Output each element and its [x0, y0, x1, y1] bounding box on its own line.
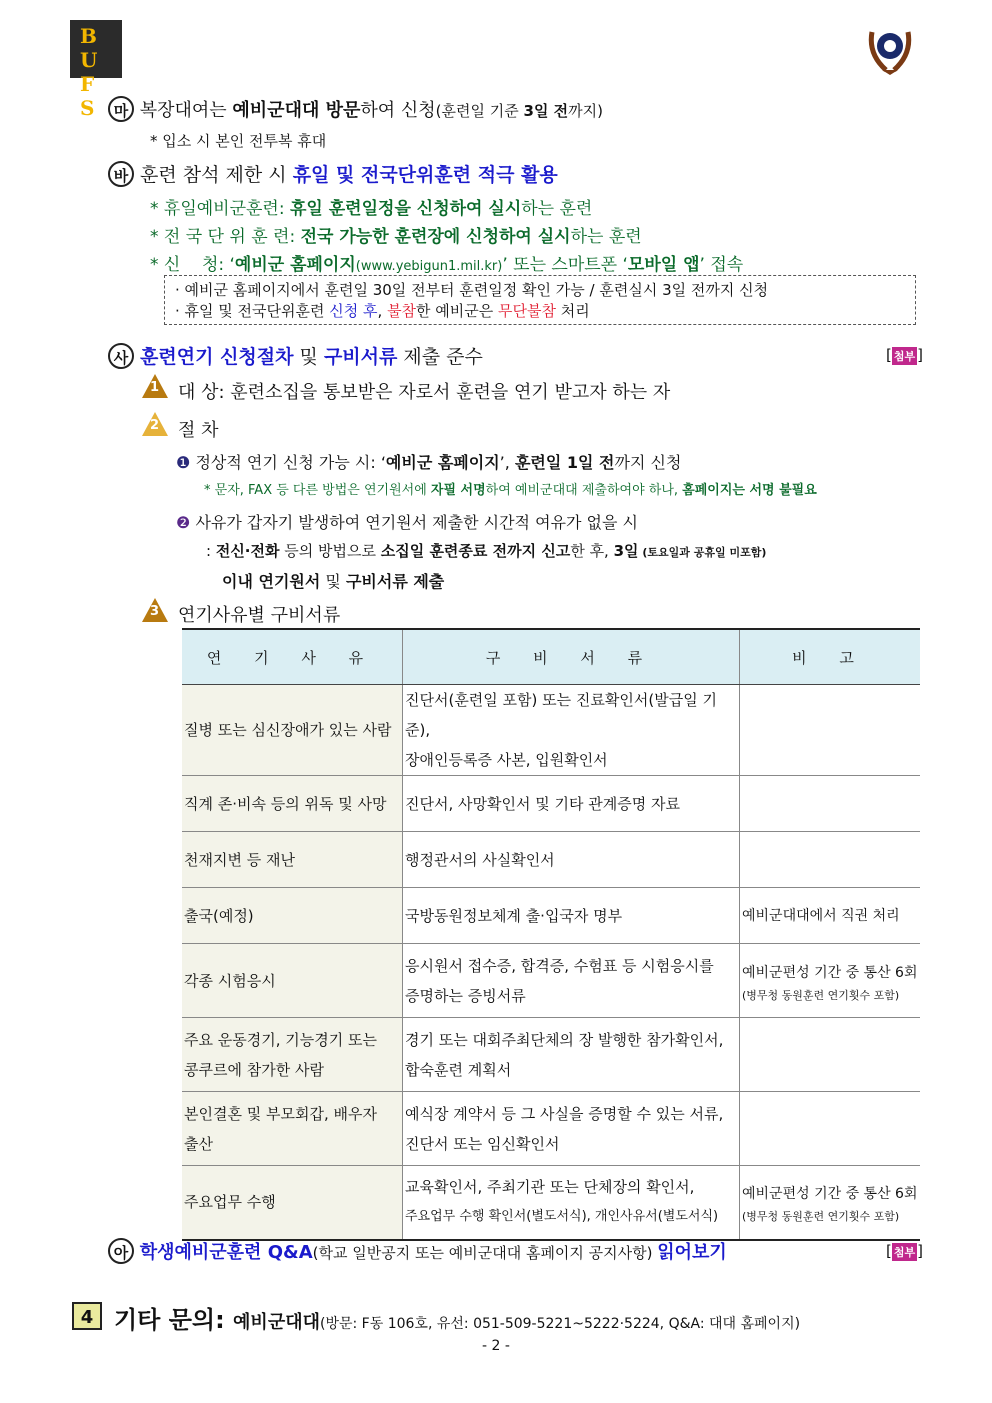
- cell-docs: [403, 944, 740, 1018]
- ba-item2-label: * 전 국 단 위 훈 련:: [150, 227, 301, 247]
- ba-item2-bold: 전국 가능한 훈련장에 신청하여 실시: [300, 227, 571, 247]
- proc1-note-a: * 문자, FAX 등 다른 방법은 연기원서에: [204, 483, 431, 498]
- proc1-a: 정상적 연기 신청 가능 시: ‘: [195, 453, 386, 472]
- ba-item3-tail: ’ 접속: [699, 255, 744, 275]
- section-4-title: 기타 문의:: [114, 1306, 234, 1334]
- table-row: [182, 832, 920, 888]
- cell-docs: [403, 1092, 740, 1166]
- section-ma: [108, 96, 603, 122]
- box2-d: 불참: [387, 302, 417, 320]
- cell-note: [740, 1092, 921, 1166]
- ma-text-4: (훈련일 기준: [435, 102, 524, 120]
- procedure-2: [176, 510, 638, 533]
- procedure-1-note: [204, 479, 817, 498]
- table-row: [182, 685, 920, 776]
- docs-line: 교육확인서, 주최기관 또는 단체장의 확인서,: [405, 1178, 695, 1197]
- cell-reason: 질병 또는 심신장애가 있는 사람: [182, 685, 403, 776]
- cell-note: [740, 685, 921, 776]
- ma-text-1: 복장대여는: [139, 100, 233, 121]
- p2l1-g: (토요일과 공휴일 미포함): [638, 546, 767, 559]
- reason-line: 콩쿠르에 참가한 사람: [184, 1060, 324, 1079]
- ma-text-3: 하여 신청: [360, 100, 436, 121]
- p2l2-a: 이내 연기원서: [222, 572, 321, 591]
- section-4-info: (방문: F동 106호, 유선: 051-509-5221~5222·5224, Q&A: 대대 홈페이지): [320, 1316, 801, 1332]
- cell-reason: 주요업무 수행: [182, 1166, 403, 1240]
- cell-docs: [403, 685, 740, 776]
- procedure-2-line1: [206, 540, 766, 561]
- ba-box-line1: · 예비군 홈페이지에서 훈련일 30일 전부터 훈련일정 확인 가능 / 훈련실시 3일 전까지 신청: [175, 281, 769, 299]
- step-1-text: 대 상: 훈련소집을 통보받은 자로서 훈련을 연기 받고자 하는 자: [178, 382, 671, 403]
- a-text-1: 학생예비군훈련 Q&A: [139, 1242, 313, 1263]
- section-4-number: 4: [72, 1302, 102, 1330]
- a-tag-label: 첨부: [892, 1243, 917, 1261]
- note-line: 예비군편성 기간 중 통산 6회: [742, 1186, 918, 1203]
- proc1-b: 예비군 홈페이지: [385, 453, 500, 472]
- p2l1-c: 등의 방법으로: [279, 542, 381, 560]
- proc1-note-d: 홈페이지는 서명 불필요: [682, 483, 817, 498]
- cell-docs: 진단서, 사망확인서 및 기타 관계증명 자료: [403, 776, 740, 832]
- sa-tag-label: 첨부: [892, 347, 917, 365]
- ba-item1-tail: 하는 훈련: [521, 199, 593, 219]
- docs-line: 경기 또는 대회주최단체의 장 발행한 참가확인서,: [405, 1030, 724, 1049]
- ba-info-box: [164, 275, 916, 325]
- ba-item3-label: * 신 청: ‘: [150, 255, 235, 275]
- ba-item-1: [150, 194, 592, 219]
- ba-text-2: 휴일 및 전국단위훈련 적극 활용: [292, 164, 558, 186]
- reason-line: 주요 운동경기, 기능경기 또는: [184, 1030, 377, 1049]
- proc1-note-b: 자필 서명: [430, 483, 486, 498]
- p2l2-b: 및: [320, 572, 346, 591]
- cell-reason: [182, 1092, 403, 1166]
- step-2-text: 절 차: [178, 420, 219, 441]
- cell-note: 예비군대대에서 직권 처리: [740, 888, 921, 944]
- p2l2-c: 구비서류 제출: [345, 572, 445, 591]
- cell-docs: 국방동원정보체계 출·입국자 명부: [403, 888, 740, 944]
- deferral-documents-table: [182, 628, 920, 1241]
- table-header-row: [182, 629, 920, 685]
- docs-line: 진단서 또는 임신확인서: [405, 1134, 560, 1153]
- a-attachment-tag[interactable]: [ 첨부 ]: [886, 1242, 923, 1260]
- ba-item-3: [150, 250, 743, 275]
- emblem-icon: [866, 24, 914, 76]
- ba-item1-label: * 휴일예비군훈련:: [150, 199, 290, 219]
- marker-sa: 사: [108, 343, 134, 369]
- note-line: 예비군편성 기간 중 통산 6회: [742, 964, 918, 981]
- table-row: [182, 888, 920, 944]
- table-row: [182, 944, 920, 1018]
- p2l1-e: 한 후,: [570, 542, 614, 560]
- proc1-c: ’,: [499, 453, 515, 472]
- ba-item3-bold: 예비군 홈페이지: [234, 255, 356, 275]
- ba-item3-url[interactable]: (www.yebigun1.mil.kr): [355, 259, 503, 274]
- note-line-small: (병무청 동원훈련 연기횟수 포함): [742, 1210, 900, 1224]
- ba-item2-tail: 하는 훈련: [570, 227, 642, 247]
- docs-line: 합숙훈련 계획서: [405, 1060, 512, 1079]
- cell-reason: 각종 시험응시: [182, 944, 403, 1018]
- proc2-text: 사유가 갑자기 발생하여 연기원서 제출한 시간적 여유가 없을 시: [195, 513, 638, 532]
- docs-line: 주요업무 수행 확인서(별도서식), 개인사유서(별도서식): [405, 1209, 719, 1225]
- docs-line: 진단서(훈련일 포함) 또는 진료확인서(발급일 기준),: [405, 691, 717, 739]
- proc1-d: 훈련일 1일 전: [514, 453, 615, 472]
- box2-e: 한 예비군은: [416, 302, 499, 320]
- cell-note: [740, 1018, 921, 1092]
- bullet-1-icon: ❶: [176, 453, 191, 472]
- ma-note: * 입소 시 본인 전투복 휴대: [150, 132, 327, 150]
- procedure-1: [176, 450, 681, 473]
- section-a: [108, 1238, 727, 1264]
- bufs-logo: B U F S: [70, 20, 122, 78]
- ba-item3-bold2: 모바일 앱: [627, 255, 700, 275]
- step-3-text: 연기사유별 구비서류: [178, 605, 341, 626]
- cell-note: [740, 1166, 921, 1240]
- cell-docs: [403, 1018, 740, 1092]
- section-4: [114, 1300, 800, 1335]
- box2-g: 처리: [556, 302, 590, 320]
- sa-attachment-tag[interactable]: [ 첨부 ]: [886, 346, 923, 364]
- reason-line: 출산: [184, 1134, 213, 1153]
- ma-text-6: 까지): [568, 102, 603, 120]
- section-4-org: 예비군대대: [233, 1312, 320, 1333]
- cell-note: [740, 776, 921, 832]
- cell-reason: 출국(예정): [182, 888, 403, 944]
- ba-text-1: 훈련 참석 제한 시: [140, 164, 293, 186]
- p2l1-f: 3일: [613, 542, 639, 560]
- sa-text-3: 구비서류: [323, 346, 398, 368]
- p2l1-b: 전신·전화: [215, 542, 280, 560]
- sa-text-1: 훈련연기 신청절차: [140, 346, 294, 368]
- ma-text-2: 예비군대대 방문: [232, 100, 361, 121]
- section-ba: [108, 160, 558, 187]
- table-row: [182, 1092, 920, 1166]
- header-documents: 구 비 서 류: [403, 629, 740, 685]
- sa-text-2: 및: [293, 346, 324, 368]
- ba-box-line2: [175, 301, 905, 322]
- docs-line: 증명하는 증빙서류: [405, 986, 526, 1005]
- ma-text-5: 3일 전: [523, 102, 569, 120]
- page-number: - 2 -: [482, 1338, 510, 1354]
- step-2-marker: 2: [142, 412, 168, 436]
- a-text-2: (학교 일반공지 또는 예비군대대 홈페이지 공지사항): [312, 1244, 658, 1262]
- section-sa: [108, 342, 483, 369]
- ba-item-2: [150, 222, 642, 247]
- step-3-marker: 3: [142, 598, 168, 622]
- p2l1-d: 소집일 훈련종료 전까지 신고: [380, 542, 571, 560]
- marker-a: 아: [108, 1238, 134, 1264]
- cell-docs: 행정관서의 사실확인서: [403, 832, 740, 888]
- reason-line: 본인결혼 및 부모회갑, 배우자: [184, 1104, 377, 1123]
- box2-a: · 휴일 및 전국단위훈련: [175, 302, 330, 320]
- box2-c: ,: [377, 302, 388, 320]
- header-reason: 연 기 사 유: [182, 629, 403, 685]
- docs-line: 응시원서 접수증, 합격증, 수험표 등 시험응시를: [405, 956, 714, 975]
- cell-note: [740, 944, 921, 1018]
- header-note: 비 고: [740, 629, 921, 685]
- box2-f: 무단불참: [498, 302, 557, 320]
- table-row: [182, 1166, 920, 1240]
- marker-ma: 마: [108, 96, 134, 122]
- bullet-2-icon: ❷: [176, 513, 191, 532]
- cell-note: [740, 832, 921, 888]
- docs-line: 예식장 계약서 등 그 사실을 증명할 수 있는 서류,: [405, 1104, 724, 1123]
- step-1-marker: 1: [142, 374, 168, 398]
- docs-line: 장애인등록증 사본, 입원확인서: [405, 751, 608, 769]
- procedure-2-line2: [222, 569, 444, 592]
- cell-reason: 천재지변 등 재난: [182, 832, 403, 888]
- cell-docs: [403, 1166, 740, 1240]
- ba-item3-mid: ’ 또는 스마트폰 ‘: [502, 255, 628, 275]
- marker-ba: 바: [108, 161, 134, 187]
- box2-b: 신청 후: [329, 302, 378, 320]
- cell-reason: 직계 존·비속 등의 위독 및 사망: [182, 776, 403, 832]
- p2l1-a: :: [206, 542, 216, 560]
- ba-item1-bold: 휴일 훈련일정을 신청하여 실시: [290, 199, 522, 219]
- proc1-note-c: 하여 예비군대대 제출하여야 하나,: [485, 483, 683, 498]
- note-line-small: (병무청 동원훈련 연기횟수 포함): [742, 988, 900, 1002]
- cell-reason: [182, 1018, 403, 1092]
- proc1-e: 까지 신청: [614, 453, 682, 472]
- sa-text-4: 제출 준수: [397, 346, 483, 368]
- a-read-link[interactable]: 읽어보기: [657, 1242, 727, 1263]
- table-row: [182, 1018, 920, 1092]
- table-row: [182, 776, 920, 832]
